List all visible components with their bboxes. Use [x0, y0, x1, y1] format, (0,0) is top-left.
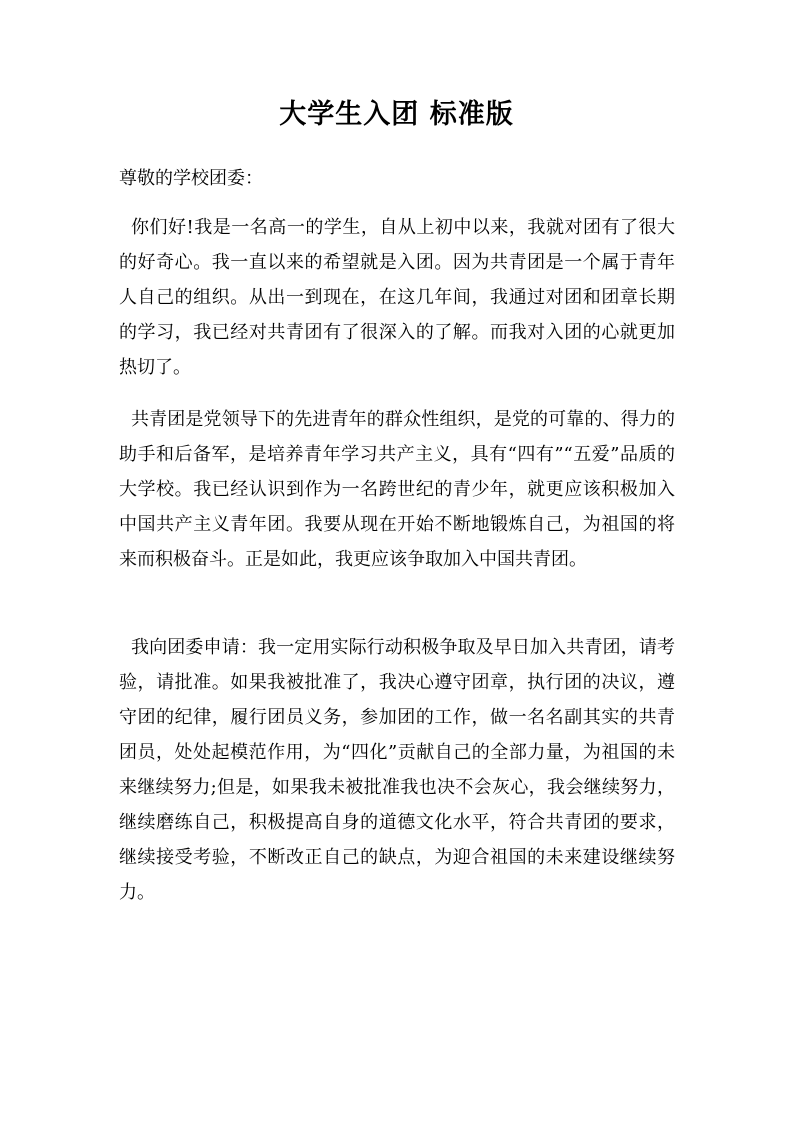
document-title: 大学生入团 标准版: [279, 99, 514, 130]
paragraph-2: 共青团是党领导下的先进青年的群众性组织，是党的可靠的、得力的助手和后备军，是培养青年学习共产主义，具有“四有”“五爱”品质的大学校。我已经认识到作为一名跨世纪的青少年，就更应该积极加入中国共产主义青年团。我要从现在开始不断地锻炼自己，为祖国的将来而积极奋斗。正是如此，我更应该争取加入中国共青团。: [119, 409, 675, 570]
paragraph-3: 我向团委申请：我一定用实际行动积极争取及早日加入共青团，请考验，请批准。如果我被批准了，我决心遵守团章，执行团的决议，遵守团的纪律，履行团员义务，参加团的工作，做一名名副其实的共青团员，处处起模范作用，为“四化”贡献自己的全部力量，为祖国的未来继续努力;但是，如果我未被批准我也决不会灰心，我会继续努力，继续磨练自己，积极提高自身的道德文化水平，符合共青团的要求，继续接受考验，不断改正自己的缺点，为迎合祖国的未来建设继续努力。: [119, 637, 675, 903]
paragraph-1: 你们好!我是一名高一的学生，自从上初中以来，我就对团有了很大的好奇心。我一直以来的希望就是入团。因为共青团是一个属于青年人自己的组织。从出一到现在，在这几年间，我通过对团和团章长期的学习，我已经对共青团有了很深入的了解。而我对入团的心就更加热切了。: [119, 217, 675, 378]
salutation: 尊敬的学校团委：: [119, 168, 263, 189]
